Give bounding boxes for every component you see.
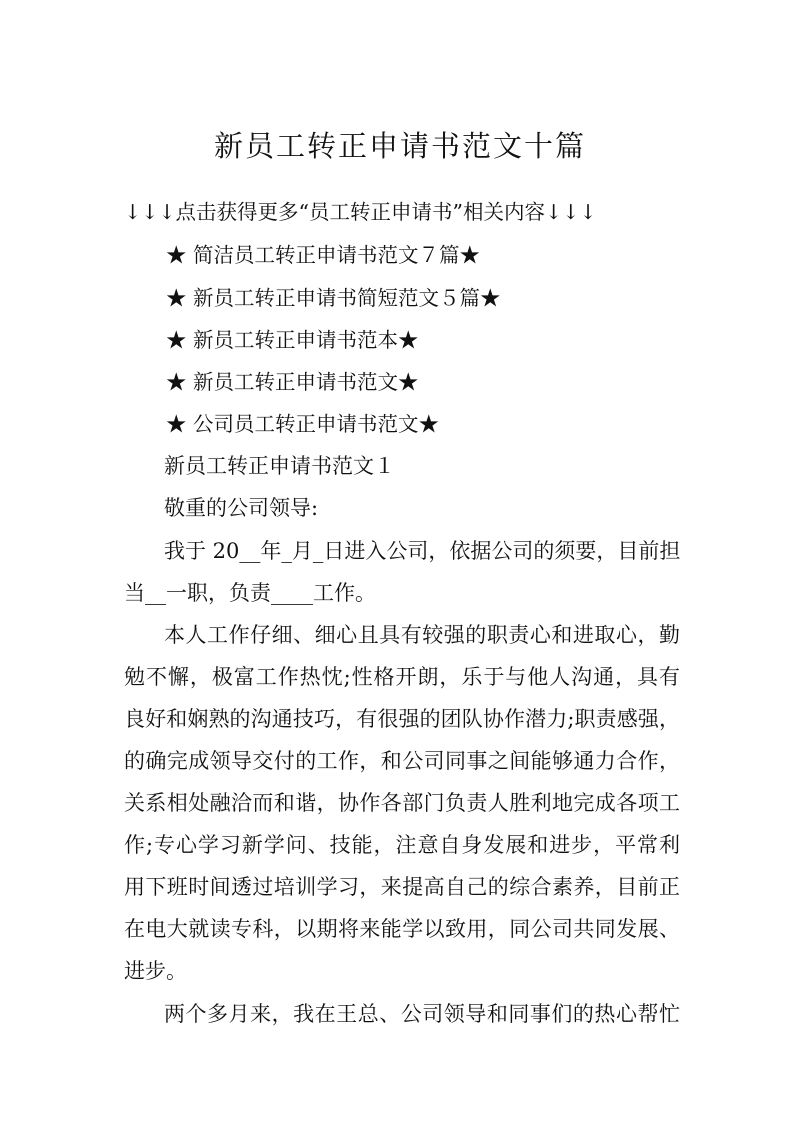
salutation: 敬重的公司领导: <box>164 496 319 520</box>
related-article-link-5[interactable]: ★ 公司员工转正申请书范文★ <box>166 412 440 436</box>
related-content-promo-link[interactable]: ↓↓↓点击获得更多“员工转正申请书”相关内容↓↓↓ <box>124 200 597 224</box>
related-article-link-2[interactable]: ★ 新员工转正申请书简短范文５篇★ <box>166 286 501 310</box>
body-line-2: 当__一职，负责____工作。 <box>124 581 376 605</box>
related-article-link-4[interactable]: ★ 新员工转正申请书范文★ <box>166 370 419 394</box>
body-line-4: 勉不懈，极富工作热忱;性格开朗，乐于与他人沟通，具有 <box>124 665 680 689</box>
body-line-1: 我于 20__年_月_日进入公司，依据公司的须要，目前担 <box>164 539 681 563</box>
body-line-9: 用下班时间透过培训学习，来提高自己的综合素养，目前正 <box>124 875 680 899</box>
body-line-7: 关系相处融洽而和谐，协作各部门负责人胜利地完成各项工 <box>124 791 680 815</box>
body-line-11: 进步。 <box>124 959 187 983</box>
body-line-10: 在电大就读专科，以期将来能学以致用，同公司共同发展、 <box>124 917 680 941</box>
body-line-12: 两个多月来，我在王总、公司领导和同事们的热心帮忙 <box>164 1002 680 1026</box>
body-line-8: 作;专心学习新学问、技能，注意自身发展和进步，平常利 <box>124 833 680 857</box>
section-heading: 新员工转正申请书范文１ <box>164 454 395 478</box>
body-line-3: 本人工作仔细、细心且具有较强的职责心和进取心，勤 <box>164 623 680 647</box>
body-line-5: 良好和娴熟的沟通技巧，有很强的团队协作潜力;职责感强， <box>124 707 680 731</box>
body-line-6: 的确完成领导交付的工作，和公司同事之间能够通力合作， <box>124 749 680 773</box>
document-title: 新员工转正申请书范文十篇 <box>213 129 586 163</box>
related-article-link-1[interactable]: ★ 简洁员工转正申请书范文７篇★ <box>166 243 481 267</box>
related-article-link-3[interactable]: ★ 新员工转正申请书范本★ <box>166 328 419 352</box>
